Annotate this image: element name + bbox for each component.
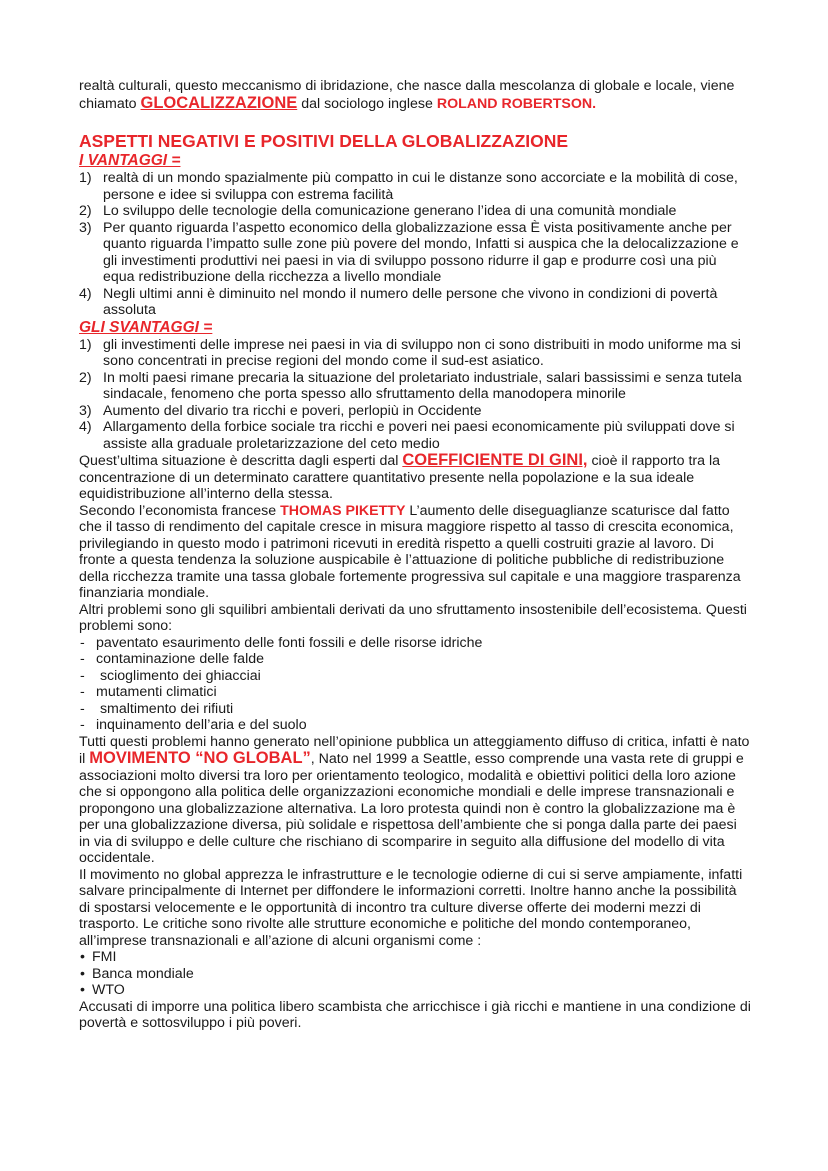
section-heading: ASPETTI NEGATIVI E POSITIVI DELLA GLOBALIZZAZIONE — [79, 131, 569, 151]
piketty-paragraph: Secondo l’economista francese THOMAS PIKETTY L’aumento delle diseguaglianze scaturisce dal fatto che il tasso di rendimento del capitale cresce in misura maggiore rispetto al tasso di crescita economica, privilegiando in questo modo i patrimoni ricevuti in eredità rispetto a quelli costruiti grazie al lavoro. Di fronte a questa tendenza la soluzione auspicabile è l’attuazione di politiche pubbliche di redistribuzione della ricchezza tramite una tassa globale fortemente progressiva sul capitale e una maggiore trasparenza finanziaria mondiale. — [79, 502, 741, 601]
roland-robertson-name: ROLAND ROBERTSON. — [436, 95, 597, 112]
list-item: • Banca mondiale — [80, 965, 194, 982]
ambiente-paragraph: Altri problemi sono gli squilibri ambientali derivati da uno sfruttamento insostenibile dell’ecosistema. Questi problemi sono: — [79, 601, 747, 634]
gini-term: COEFFICIENTE DI GINI, — [402, 451, 588, 469]
list-item: - contaminazione delle falde — [80, 651, 264, 667]
list-item: - scioglimento dei ghiacciai — [80, 667, 261, 684]
organismi-list — [79, 949, 751, 999]
piketty-name: THOMAS PIKETTY — [280, 502, 406, 519]
list-item: 2) Lo sviluppo delle tecnologie della comunicazione generano l’idea di una comunità mondiale — [79, 203, 677, 219]
list-item: • FMI — [80, 949, 117, 965]
intro-paragraph: realtà culturali, questo meccanismo di ibridazione, che nasce dalla mescolanza di globale e locale, viene chiamato GLOCALIZZAZIONE dal sociologo inglese ROLAND ROBERTSON. — [79, 78, 735, 112]
conclusione-paragraph: Accusati di imporre una politica libero scambista che arricchisce i già ricchi e mantiene in una condizione di povertà e sottosviluppo i più poveri. — [79, 998, 751, 1031]
list-item: - smaltimento dei rifiuti — [80, 700, 234, 717]
document-page — [79, 78, 751, 1032]
glocalizzazione-term: GLOCALIZZAZIONE — [140, 93, 298, 112]
list-item: 3) Aumento del divario tra ricchi e poveri, perlopiù in Occidente — [79, 402, 482, 419]
list-item: 4) Allargamento della forbice sociale tra ricchi e poveri nei paesi economicamente più sviluppati dove si assiste alla graduale proletarizzazione del ceto medio — [79, 419, 735, 452]
list-item: 1) gli investimenti delle imprese nei paesi in via di sviluppo non ci sono distribuiti in modo uniforme ma si sono concentrati in precise regioni del mondo come il sud-est asiatico. — [79, 336, 741, 369]
list-item: - paventato esaurimento delle fonti fossili e delle risorse idriche — [80, 634, 483, 651]
noglobal-paragraph: Tutti questi problemi hanno generato nell’opinione pubblica un atteggiamento diffuso di critica, infatti è nato il MOVIMENTO “NO GLOBAL”, Nato nel 1999 a Seattle, esso comprende una vasta rete di gruppi e associazioni molto diversi tra loro per orientamento teologico, modalità e obiettivi politici della loro azione che si oppongono alla politica delle organizzazioni economiche mondiali e delle imprese transnazionali e propongono una globalizzazione alternativa. La loro protesta quindi non è contro la globalizzazione ma è per una globalizzazione diversa, più solidale e rispettosa dell’ambiente che si ponga dalla parte dei paesi in via di sviluppo e delle culture che rischiano di scomparire in seguito alla diffusione del modello di vita occidentale. — [79, 733, 750, 866]
list-item: - mutamenti climatici — [80, 684, 217, 700]
list-item: • WTO — [80, 982, 125, 998]
ambiente-list — [79, 635, 751, 734]
list-item: 3) Per quanto riguarda l’aspetto economico della globalizzazione essa È vista positivamente anche per quanto riguarda l’impatto sulle zone più povere del mondo, Infatti si auspica che la delocalizzazione e gli investimenti produttivi nei paesi in via di sviluppo possono ridurre il gap e produrre così una più equa redistribuzione della ricchezza a livello mondiale — [79, 219, 739, 285]
list-item: 2) In molti paesi rimane precaria la situazione del proletariato industriale, salari bassissimi e senza tutela sindacale, fenomeno che porta spesso allo sfruttamento della manodopera minorile — [79, 369, 742, 402]
vantaggi-list — [79, 170, 751, 319]
list-item: - inquinamento dell’aria e del suolo — [80, 717, 307, 733]
list-item: 4) Negli ultimi anni è diminuito nel mondo il numero delle persone che vivono in condizioni di povertà assoluta — [79, 285, 718, 318]
svantaggi-title: GLI SVANTAGGI = — [79, 318, 213, 336]
movimento-paragraph: Il movimento no global apprezza le infrastrutture e le tecnologie odierne di cui si serve ampiamente, infatti salvare principalmente di Internet per diffondere le informazioni corretti. Inoltre hanno anche la possibilità di spostarsi velocemente e le opportunità di incontro tra culture diverse offerte dei moderni mezzi di trasporto. Le critiche sono rivolte alle strutture economiche e politiche del mondo contemporaneo, all’imprese transnazionali e all’azione di alcuni organismi come : — [79, 866, 743, 949]
svantaggi-list — [79, 337, 751, 453]
movimento-no-global-term: MOVIMENTO “NO GLOBAL” — [89, 749, 311, 767]
list-item: 1) realtà di un mondo spazialmente più compatto in cui le distanze sono accorciate e la mobilità di cose, persone e idee si sviluppa con estrema facilità — [79, 170, 738, 203]
vantaggi-title: I VANTAGGI = — [79, 152, 181, 169]
gini-paragraph: Quest’ultima situazione è descritta dagli esperti dal COEFFICIENTE DI GINI, cioè il rapporto tra la concentrazione di un determinato carattere quantitativo presente nella popolazione e la sua ideale equidistribuzione all’interno della stessa. — [79, 451, 720, 502]
